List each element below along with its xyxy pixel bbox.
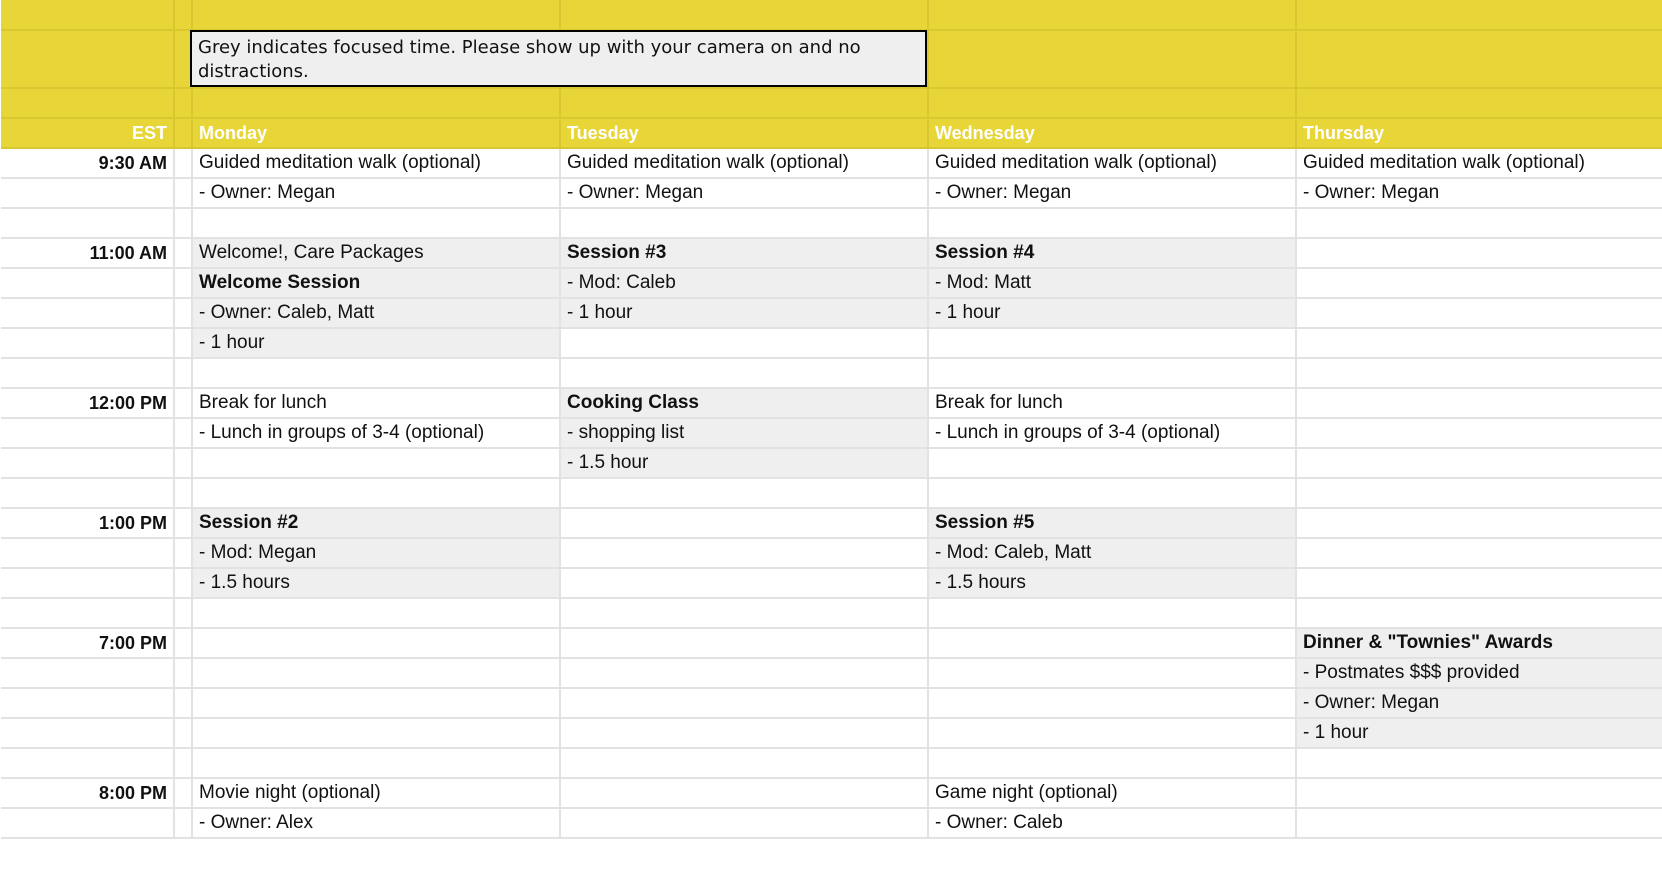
cell-thursday[interactable] xyxy=(1296,598,1662,628)
schedule-row xyxy=(1,388,1662,418)
time-label[interactable]: 8:00 PM xyxy=(1,778,174,808)
cell-tuesday[interactable] xyxy=(560,358,928,388)
cell[interactable] xyxy=(174,418,192,448)
cell-monday[interactable]: - Owner: Alex xyxy=(192,808,560,838)
schedule-row xyxy=(1,448,1662,478)
cell[interactable] xyxy=(174,0,192,30)
cell[interactable] xyxy=(1,88,174,118)
cell-monday[interactable]: - Lunch in groups of 3-4 (optional) xyxy=(192,418,560,448)
cell-monday[interactable]: - 1.5 hours xyxy=(192,568,560,598)
cell-monday[interactable]: - Owner: Megan xyxy=(192,178,560,208)
cell-tuesday[interactable] xyxy=(560,478,928,508)
cell-wednesday[interactable] xyxy=(928,358,1296,388)
cell-wednesday[interactable]: Guided meditation walk (optional) xyxy=(928,148,1296,178)
cell[interactable] xyxy=(1,748,174,778)
cell[interactable] xyxy=(174,148,192,178)
cell-monday[interactable]: Guided meditation walk (optional) xyxy=(192,148,560,178)
cell-thursday[interactable] xyxy=(1296,808,1662,838)
schedule-row xyxy=(1,508,1662,538)
note-box[interactable]: Grey indicates focused time. Please show up with your camera on and no distractions. xyxy=(190,30,927,87)
cell-tuesday[interactable]: - 1 hour xyxy=(560,298,928,328)
schedule-row xyxy=(1,658,1662,688)
cell-tuesday[interactable]: Session #3 xyxy=(560,238,928,268)
cell-thursday[interactable] xyxy=(1296,208,1662,238)
cell-thursday[interactable] xyxy=(1296,568,1662,598)
cell[interactable] xyxy=(174,478,192,508)
time-label[interactable]: 7:00 PM xyxy=(1,628,174,658)
cell[interactable] xyxy=(174,268,192,298)
cell[interactable] xyxy=(1,328,174,358)
cell[interactable] xyxy=(1296,0,1662,30)
cell-monday[interactable] xyxy=(192,478,560,508)
cell[interactable] xyxy=(1,418,174,448)
cell[interactable] xyxy=(174,658,192,688)
cell[interactable] xyxy=(1,718,174,748)
cell-thursday[interactable] xyxy=(1296,298,1662,328)
cell-thursday[interactable] xyxy=(1296,388,1662,418)
time-label[interactable]: 12:00 PM xyxy=(1,388,174,418)
cell-tuesday[interactable]: - 1.5 hour xyxy=(560,448,928,478)
schedule-row xyxy=(1,778,1662,808)
schedule-row xyxy=(1,808,1662,838)
cell[interactable] xyxy=(174,748,192,778)
day-header-monday[interactable]: Monday xyxy=(192,118,560,148)
cell-wednesday[interactable]: - Owner: Caleb xyxy=(928,808,1296,838)
cell-wednesday[interactable] xyxy=(928,208,1296,238)
schedule-row xyxy=(1,748,1662,778)
schedule-row xyxy=(1,688,1662,718)
schedule-row xyxy=(1,478,1662,508)
schedule-row xyxy=(1,538,1662,568)
cell-thursday[interactable]: Guided meditation walk (optional) xyxy=(1296,148,1662,178)
schedule-row xyxy=(1,178,1662,208)
cell-tuesday[interactable] xyxy=(560,808,928,838)
cell-wednesday[interactable] xyxy=(928,718,1296,748)
cell-wednesday[interactable] xyxy=(928,748,1296,778)
cell-thursday[interactable] xyxy=(1296,778,1662,808)
cell[interactable] xyxy=(192,88,560,118)
cell[interactable] xyxy=(174,88,192,118)
cell-tuesday[interactable]: Guided meditation walk (optional) xyxy=(560,148,928,178)
cell-monday[interactable]: Welcome!, Care Packages xyxy=(192,238,560,268)
cell-thursday[interactable] xyxy=(1296,358,1662,388)
schedule-row xyxy=(1,298,1662,328)
schedule-row xyxy=(1,418,1662,448)
cell-tuesday[interactable]: Cooking Class xyxy=(560,388,928,418)
cell[interactable] xyxy=(174,778,192,808)
cell-tuesday[interactable] xyxy=(560,748,928,778)
schedule-row xyxy=(1,208,1662,238)
cell[interactable] xyxy=(174,688,192,718)
cell[interactable] xyxy=(174,178,192,208)
cell-wednesday[interactable] xyxy=(928,628,1296,658)
cell-tuesday[interactable] xyxy=(560,628,928,658)
time-label[interactable]: 11:00 AM xyxy=(1,238,174,268)
cell-monday[interactable] xyxy=(192,448,560,478)
cell-thursday[interactable]: - 1 hour xyxy=(1296,718,1662,748)
cell-wednesday[interactable]: - Mod: Caleb, Matt xyxy=(928,538,1296,568)
cell-thursday[interactable]: Dinner & "Townies" Awards xyxy=(1296,628,1662,658)
header-row xyxy=(1,118,1662,148)
day-header-thursday[interactable]: Thursday xyxy=(1296,118,1662,148)
cell[interactable] xyxy=(1,538,174,568)
cell-wednesday[interactable]: Session #4 xyxy=(928,238,1296,268)
cell[interactable] xyxy=(174,538,192,568)
time-label[interactable]: 1:00 PM xyxy=(1,508,174,538)
cell[interactable] xyxy=(174,388,192,418)
schedule-row xyxy=(1,358,1662,388)
cell[interactable] xyxy=(560,88,928,118)
cell-tuesday[interactable] xyxy=(560,568,928,598)
schedule-grid xyxy=(1,0,1662,839)
cell[interactable] xyxy=(174,118,192,148)
cell-monday[interactable] xyxy=(192,718,560,748)
cell-tuesday[interactable] xyxy=(560,508,928,538)
schedule-row xyxy=(1,328,1662,358)
cell[interactable] xyxy=(174,238,192,268)
cell[interactable] xyxy=(1,598,174,628)
cell[interactable] xyxy=(174,568,192,598)
cell-monday[interactable]: - Mod: Megan xyxy=(192,538,560,568)
cell-wednesday[interactable]: Break for lunch xyxy=(928,388,1296,418)
cell-tuesday[interactable]: - Mod: Caleb xyxy=(560,268,928,298)
schedule-row xyxy=(1,268,1662,298)
cell-wednesday[interactable] xyxy=(928,688,1296,718)
cell-wednesday[interactable] xyxy=(928,328,1296,358)
cell-tuesday[interactable] xyxy=(560,688,928,718)
cell-thursday[interactable] xyxy=(1296,478,1662,508)
cell[interactable] xyxy=(1,268,174,298)
cell-wednesday[interactable] xyxy=(928,478,1296,508)
cell-thursday[interactable] xyxy=(1296,418,1662,448)
cell-monday[interactable] xyxy=(192,748,560,778)
cell-monday[interactable]: Movie night (optional) xyxy=(192,778,560,808)
schedule-row xyxy=(1,598,1662,628)
cell-thursday[interactable] xyxy=(1296,238,1662,268)
cell[interactable] xyxy=(192,0,560,30)
cell[interactable] xyxy=(928,30,1296,88)
cell-monday[interactable] xyxy=(192,628,560,658)
cell[interactable] xyxy=(928,88,1296,118)
cell[interactable] xyxy=(174,208,192,238)
cell[interactable] xyxy=(174,808,192,838)
cell-monday[interactable] xyxy=(192,658,560,688)
cell[interactable] xyxy=(1,178,174,208)
cell-wednesday[interactable] xyxy=(928,658,1296,688)
cell-monday[interactable]: Welcome Session xyxy=(192,268,560,298)
cell-thursday[interactable] xyxy=(1296,328,1662,358)
cell[interactable] xyxy=(174,508,192,538)
cell-monday[interactable] xyxy=(192,688,560,718)
cell-wednesday[interactable]: - Mod: Matt xyxy=(928,268,1296,298)
cell[interactable] xyxy=(1,688,174,718)
cell[interactable] xyxy=(174,358,192,388)
cell-monday[interactable] xyxy=(192,358,560,388)
schedule-row xyxy=(1,148,1662,178)
schedule-row xyxy=(1,238,1662,268)
cell-wednesday[interactable] xyxy=(928,598,1296,628)
day-header-tuesday[interactable]: Tuesday xyxy=(560,118,928,148)
cell[interactable] xyxy=(1,0,174,30)
cell[interactable] xyxy=(1,658,174,688)
cell-thursday[interactable]: - Owner: Megan xyxy=(1296,178,1662,208)
cell-monday[interactable] xyxy=(192,598,560,628)
cell-thursday[interactable] xyxy=(1296,448,1662,478)
cell-tuesday[interactable] xyxy=(560,328,928,358)
cell[interactable] xyxy=(174,298,192,328)
cell-thursday[interactable]: - Owner: Megan xyxy=(1296,688,1662,718)
cell-thursday[interactable] xyxy=(1296,268,1662,298)
cell[interactable] xyxy=(174,598,192,628)
cell-wednesday[interactable]: - 1 hour xyxy=(928,298,1296,328)
cell[interactable] xyxy=(928,0,1296,30)
cell[interactable] xyxy=(1,478,174,508)
cell-tuesday[interactable] xyxy=(560,658,928,688)
cell[interactable] xyxy=(174,328,192,358)
cell[interactable] xyxy=(560,0,928,30)
cell-tuesday[interactable]: - shopping list xyxy=(560,418,928,448)
cell-thursday[interactable] xyxy=(1296,748,1662,778)
cell-wednesday[interactable]: - Owner: Megan xyxy=(928,178,1296,208)
schedule-row xyxy=(1,718,1662,748)
cell[interactable] xyxy=(174,448,192,478)
cell-wednesday[interactable]: Game night (optional) xyxy=(928,778,1296,808)
cell[interactable] xyxy=(1,808,174,838)
cell[interactable] xyxy=(1,208,174,238)
cell[interactable] xyxy=(1,448,174,478)
cell-wednesday[interactable]: - Lunch in groups of 3-4 (optional) xyxy=(928,418,1296,448)
day-header-wednesday[interactable]: Wednesday xyxy=(928,118,1296,148)
cell-tuesday[interactable]: - Owner: Megan xyxy=(560,178,928,208)
cell-monday[interactable] xyxy=(192,208,560,238)
cell[interactable] xyxy=(174,718,192,748)
cell-tuesday[interactable] xyxy=(560,598,928,628)
cell[interactable] xyxy=(1296,88,1662,118)
cell[interactable] xyxy=(1,358,174,388)
schedule-row xyxy=(1,568,1662,598)
cell-tuesday[interactable] xyxy=(560,778,928,808)
cell-wednesday[interactable] xyxy=(928,448,1296,478)
cell-tuesday[interactable] xyxy=(560,718,928,748)
cell-wednesday[interactable]: - 1.5 hours xyxy=(928,568,1296,598)
cell-monday[interactable]: - 1 hour xyxy=(192,328,560,358)
time-label[interactable]: 9:30 AM xyxy=(1,148,174,178)
cell-monday[interactable]: Break for lunch xyxy=(192,388,560,418)
cell[interactable] xyxy=(1,30,174,88)
schedule-row xyxy=(1,628,1662,658)
cell-thursday[interactable]: - Postmates $$$ provided xyxy=(1296,658,1662,688)
cell-thursday[interactable] xyxy=(1296,508,1662,538)
timezone-header[interactable]: EST xyxy=(1,118,174,148)
cell-monday[interactable]: Session #2 xyxy=(192,508,560,538)
cell[interactable] xyxy=(1,298,174,328)
cell-thursday[interactable] xyxy=(1296,538,1662,568)
cell-monday[interactable]: - Owner: Caleb, Matt xyxy=(192,298,560,328)
cell-tuesday[interactable] xyxy=(560,538,928,568)
cell[interactable] xyxy=(174,628,192,658)
cell[interactable] xyxy=(1,568,174,598)
cell-tuesday[interactable] xyxy=(560,208,928,238)
cell[interactable] xyxy=(1296,30,1662,88)
cell-wednesday[interactable]: Session #5 xyxy=(928,508,1296,538)
